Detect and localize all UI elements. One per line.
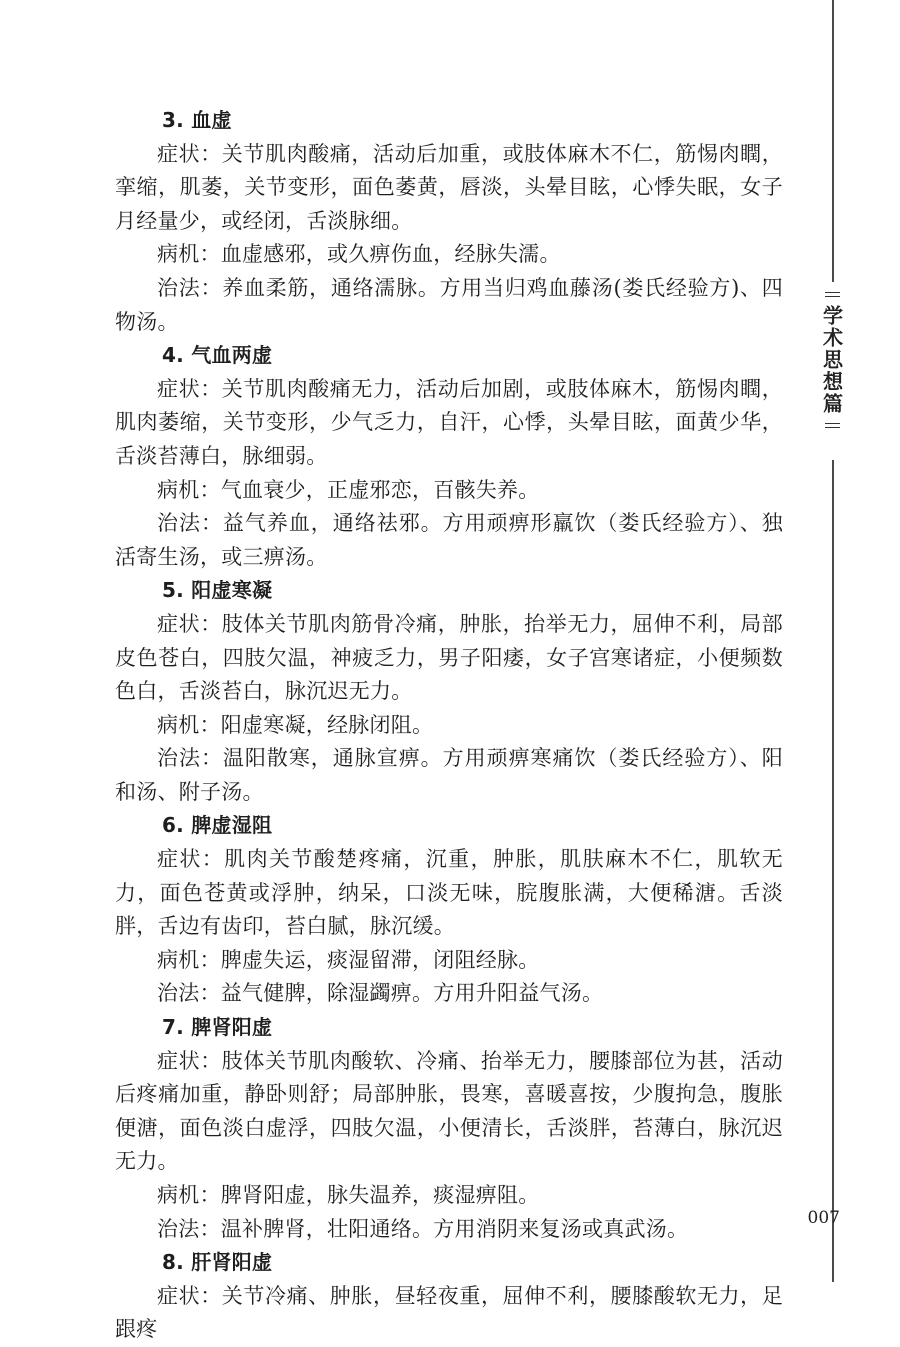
body-paragraph: 病机：阳虚寒凝，经脉闭阻。 <box>157 712 434 737</box>
body-paragraph: 病机：血虚感邪，或久痹伤血，经脉失濡。 <box>157 242 561 267</box>
section-heading: 5. 阳虚寒凝 <box>162 578 273 603</box>
section-tab-label: 学术思想篇 <box>819 305 844 415</box>
body-paragraph: 症状：关节肌肉酸痛无力，活动后加剧，或肢体麻木，筋惕肉瞤，肌肉萎缩，关节变形，少气乏力，自汗，心悸，头晕目眩，面黄少华，舌淡苔薄白，脉细弱。 <box>115 376 783 468</box>
body-paragraph: 治法：养血柔筋，通络濡脉。方用当归鸡血藤汤(娄氏经验方)、四物汤。 <box>115 275 783 334</box>
section-heading: 6. 脾虚湿阻 <box>162 813 273 838</box>
body-paragraph: 症状：肢体关节肌肉酸软、冷痛、抬举无力，腰膝部位为甚，活动后疼痛加重，静卧则舒；局部肿胀，畏寒，喜暖喜按，少腹拘急，腹胀便溏，面色淡白虚浮，四肢欠温，小便清长，舌淡胖，苔薄白，脉沉迟无力。 <box>115 1048 783 1174</box>
body-paragraph: 症状：关节冷痛、肿胀，昼轻夜重，屈伸不利，腰膝酸软无力，足跟疼 <box>115 1283 783 1342</box>
body-paragraph: 治法：温补脾肾，壮阳通络。方用消阴来复汤或真武汤。 <box>157 1216 689 1241</box>
body-paragraph: 症状：肢体关节肌肉筋骨冷痛，肿胀，抬举无力，屈伸不利，局部皮色苍白，四肢欠温，神疲乏力，男子阳痿，女子宫寒诸症，小便频数色白，舌淡苔白，脉沉迟无力。 <box>115 611 783 704</box>
section-tab <box>821 292 843 458</box>
body-paragraph: 症状：关节肌肉酸痛，活动后加重，或肢体麻木不仁，筋惕肉瞤，挛缩，肌萎，关节变形，面色萎黄，唇淡，头晕目眩，心悸失眠，女子月经量少，或经闭，舌淡脉细。 <box>115 141 783 233</box>
section-heading: 8. 肝肾阳虚 <box>162 1250 273 1275</box>
body-paragraph: 病机：脾虚失运，痰湿留滞，闭阻经脉。 <box>157 947 540 972</box>
tab-top-mark <box>825 292 840 297</box>
body-paragraph: 症状：肌肉关节酸楚疼痛，沉重，肿胀，肌肤麻木不仁，肌软无力，面色苍黄或浮肿，纳呆，口淡无味，脘腹胀满，大便稀溏。舌淡胖，舌边有齿印，苔白腻，脉沉缓。 <box>115 847 783 939</box>
section-heading: 7. 脾肾阳虚 <box>162 1015 273 1040</box>
page-number: 007 <box>807 1208 840 1228</box>
body-paragraph: 治法：温阳散寒，通脉宣痹。方用顽痹寒痛饮（娄氏经验方）、阳和汤、附子汤。 <box>115 746 783 804</box>
body-paragraph: 治法：益气健脾，除湿蠲痹。方用升阳益气汤。 <box>157 981 604 1006</box>
section-heading: 3. 血虚 <box>162 108 232 132</box>
body-paragraph: 治法：益气养血，通络祛邪。方用顽痹形羸饮（娄氏经验方）、独活寄生汤，或三痹汤。 <box>115 511 783 569</box>
body-paragraph: 病机：气血衰少，正虚邪恋，百骸失养。 <box>157 477 540 502</box>
body-paragraph: 病机：脾肾阳虚，脉失温养，痰湿痹阻。 <box>157 1183 540 1207</box>
margin-rule-bottom <box>832 460 834 1282</box>
tab-bottom-mark <box>825 423 840 428</box>
section-heading: 4. 气血两虚 <box>162 343 273 368</box>
margin-rule-top <box>832 0 834 282</box>
page-body <box>115 104 783 1347</box>
